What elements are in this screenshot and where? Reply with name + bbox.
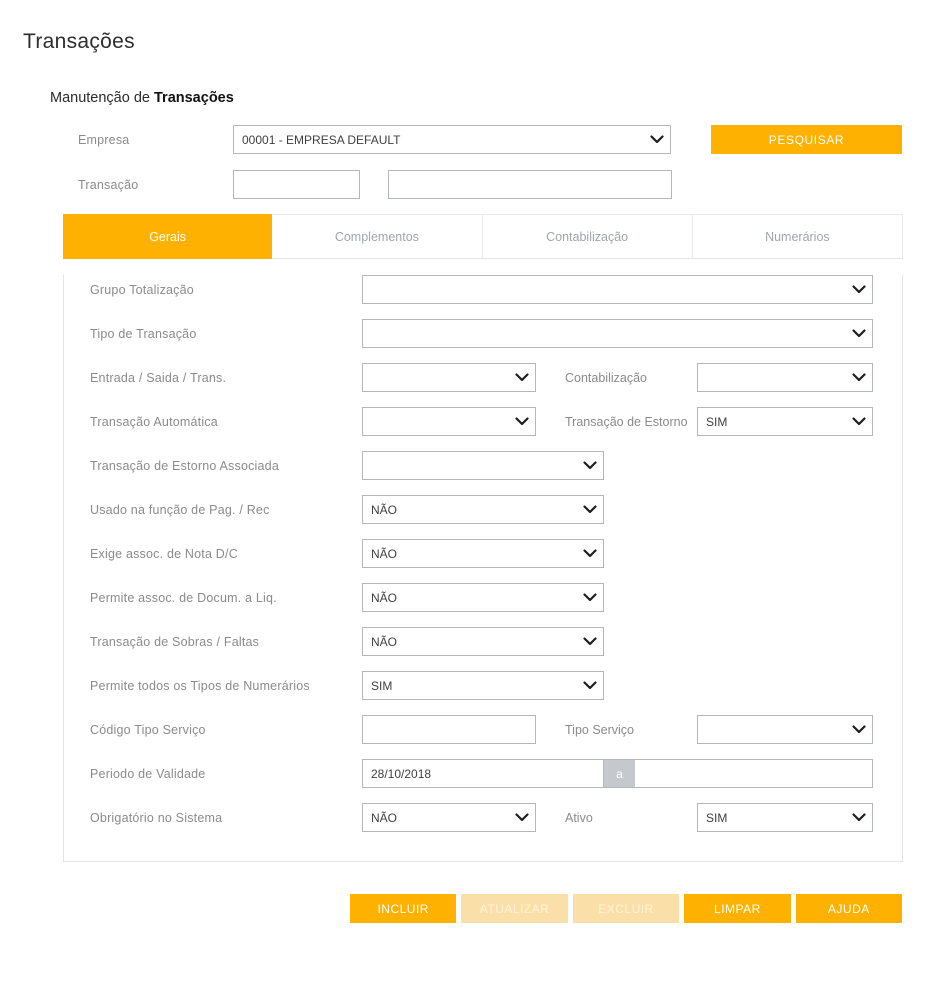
periodo-validade-range xyxy=(362,759,873,788)
tabstrip xyxy=(63,214,903,259)
transacao-code-input[interactable] xyxy=(233,170,360,199)
tab-numerarios[interactable]: Numerários xyxy=(693,214,903,259)
page-title: Transações xyxy=(23,30,135,53)
entrada-saida-label: Entrada / Saida / Trans. xyxy=(90,370,227,385)
grupo-totalizacao-label: Grupo Totalização xyxy=(90,282,194,297)
transacao-row xyxy=(78,170,902,199)
sobras-faltas-label: Transação de Sobras / Faltas xyxy=(90,634,260,649)
ativo-select-wrap xyxy=(697,803,873,832)
contabilizacao-label: Contabilização xyxy=(565,370,647,385)
incluir-button[interactable]: INCLUIR xyxy=(350,894,456,923)
permite-docum-liq-label: Permite assoc. de Docum. a Liq. xyxy=(90,590,277,605)
gerais-panel xyxy=(63,275,903,862)
permite-docum-liq-select-wrap xyxy=(362,583,604,612)
tipo-transacao-select[interactable] xyxy=(362,319,873,348)
obrigatorio-sistema-label: Obrigatório no Sistema xyxy=(90,810,223,825)
empresa-select[interactable] xyxy=(233,125,671,154)
form-row-tipo-servico xyxy=(90,715,902,744)
search-block xyxy=(78,125,902,199)
tab-gerais[interactable]: Gerais xyxy=(63,214,272,259)
grupo-totalizacao-select-wrap xyxy=(362,275,873,304)
permite-numerarios-select-wrap xyxy=(362,671,604,700)
exige-nota-dc-select[interactable] xyxy=(362,539,604,568)
permite-docum-liq-select[interactable] xyxy=(362,583,604,612)
periodo-validade-separator: a xyxy=(604,759,635,788)
contabilizacao-select-wrap xyxy=(697,363,873,392)
tab-contabilizacao[interactable]: Contabilização xyxy=(483,214,693,259)
tipo-transacao-select-wrap xyxy=(362,319,873,348)
form-row-usado-pag-rec xyxy=(90,495,902,524)
form-row-exige-nota-dc xyxy=(90,539,902,568)
form-row-estorno-associada xyxy=(90,451,902,480)
section-subtitle xyxy=(50,90,952,106)
form-row-automatica-estorno xyxy=(90,407,902,436)
transacao-automatica-label: Transação Automática xyxy=(90,414,218,429)
codigo-tipo-servico-input[interactable] xyxy=(362,715,536,744)
atualizar-button: ATUALIZAR xyxy=(461,894,567,923)
permite-numerarios-label: Permite todos os Tipos de Numerários xyxy=(90,678,310,693)
codigo-tipo-servico-label: Código Tipo Serviço xyxy=(90,722,206,737)
empresa-row xyxy=(78,125,902,154)
exige-nota-dc-label: Exige assoc. de Nota D/C xyxy=(90,546,238,561)
form-row-sobras-faltas xyxy=(90,627,902,656)
action-bar xyxy=(350,894,902,923)
permite-numerarios-select[interactable] xyxy=(362,671,604,700)
tipo-transacao-label: Tipo de Transação xyxy=(90,326,197,341)
transacao-automatica-select[interactable] xyxy=(362,407,536,436)
empresa-label: Empresa xyxy=(78,132,130,147)
excluir-button: EXCLUIR xyxy=(573,894,679,923)
ativo-select[interactable] xyxy=(697,803,873,832)
form-row-entrada-contabilizacao xyxy=(90,363,902,392)
transacao-label: Transação xyxy=(78,177,139,192)
exige-nota-dc-select-wrap xyxy=(362,539,604,568)
tab-complementos[interactable]: Complementos xyxy=(272,214,482,259)
form-row-obrigatorio-ativo xyxy=(90,803,902,832)
transacao-estorno-associada-select[interactable] xyxy=(362,451,604,480)
usado-pag-rec-label: Usado na função de Pag. / Rec xyxy=(90,502,270,517)
form-row-tipo-transacao xyxy=(90,319,902,348)
form-row-permite-docum-liq xyxy=(90,583,902,612)
tipo-servico-select-wrap xyxy=(697,715,873,744)
periodo-validade-start-input[interactable] xyxy=(362,759,604,788)
obrigatorio-sistema-select[interactable] xyxy=(362,803,536,832)
usado-pag-rec-select-wrap xyxy=(362,495,604,524)
transacao-estorno-select[interactable] xyxy=(697,407,873,436)
subtitle-prefix: Manutenção de xyxy=(50,90,154,106)
subtitle-strong: Transações xyxy=(154,90,234,106)
obrigatorio-sistema-select-wrap xyxy=(362,803,536,832)
transacao-estorno-associada-label: Transação de Estorno Associada xyxy=(90,458,279,473)
entrada-saida-select-wrap xyxy=(362,363,536,392)
ajuda-button[interactable]: AJUDA xyxy=(796,894,902,923)
periodo-validade-label: Periodo de Validade xyxy=(90,766,206,781)
transacao-estorno-associada-select-wrap xyxy=(362,451,604,480)
form-row-permite-numerarios xyxy=(90,671,902,700)
ativo-label: Ativo xyxy=(565,810,593,825)
transacao-estorno-select-wrap xyxy=(697,407,873,436)
form-row-grupo-totalizacao xyxy=(90,275,902,304)
contabilizacao-select[interactable] xyxy=(697,363,873,392)
sobras-faltas-select[interactable] xyxy=(362,627,604,656)
form-row-periodo-validade xyxy=(90,759,902,788)
tipo-servico-label: Tipo Serviço xyxy=(565,722,635,737)
grupo-totalizacao-select[interactable] xyxy=(362,275,873,304)
limpar-button[interactable]: LIMPAR xyxy=(684,894,790,923)
sobras-faltas-select-wrap xyxy=(362,627,604,656)
empresa-select-wrap xyxy=(233,125,671,154)
tipo-servico-select[interactable] xyxy=(697,715,873,744)
pesquisar-button[interactable]: PESQUISAR xyxy=(711,125,902,154)
usado-pag-rec-select[interactable] xyxy=(362,495,604,524)
transacao-estorno-label: Transação de Estorno xyxy=(565,414,688,429)
periodo-validade-end-input[interactable] xyxy=(635,759,873,788)
transacao-automatica-select-wrap xyxy=(362,407,536,436)
transacao-name-input[interactable] xyxy=(388,170,672,199)
entrada-saida-select[interactable] xyxy=(362,363,536,392)
